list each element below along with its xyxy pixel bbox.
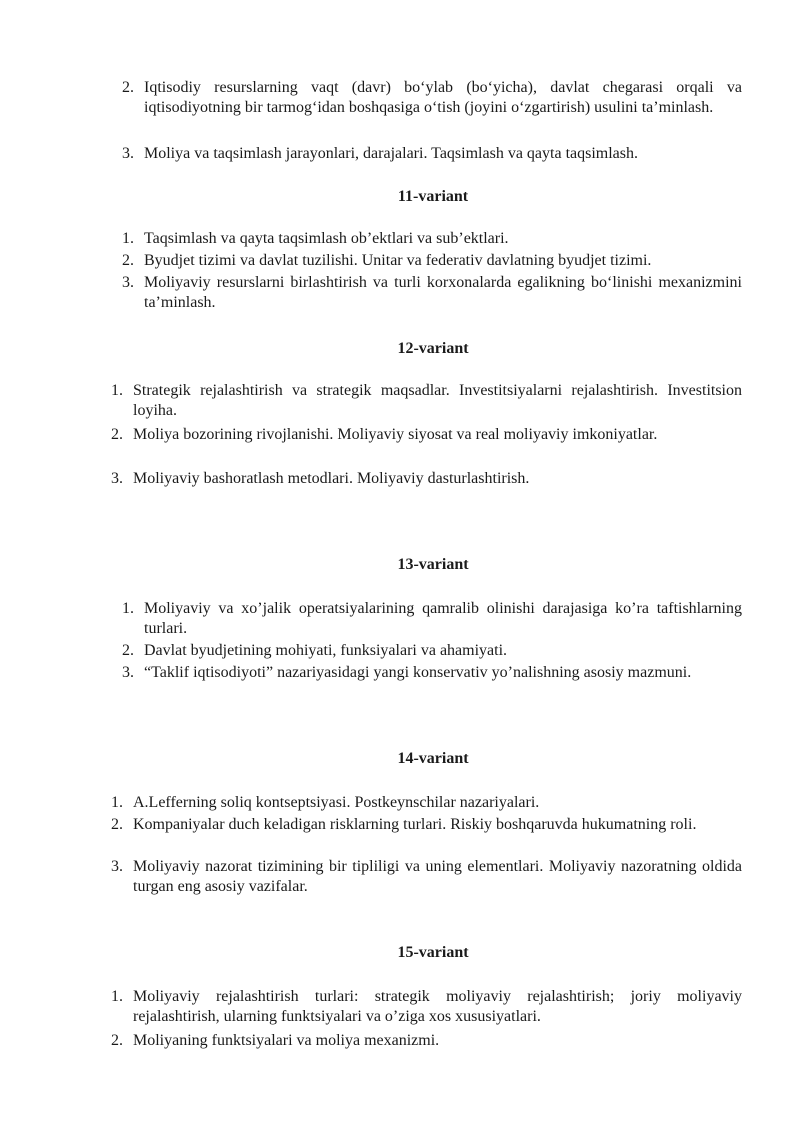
list-item-text: Byudjet tizimi va davlat tuzilishi. Unitar va federativ davlatning byudjet tizimi. (144, 252, 652, 269)
section-title: 13-variant (397, 556, 469, 573)
list-item (122, 251, 742, 271)
list-item (122, 144, 742, 164)
list-item-number: 3. (111, 470, 123, 487)
list-item (111, 987, 742, 1027)
list-item (122, 599, 742, 639)
list-item-text: Moliyaviy nazorat tizimining bir tipliligi va uning elementlari. Moliyaviy nazoratning oldida turgan eng asosiy vazifalar. (133, 858, 742, 895)
list-item-number: 2. (111, 1032, 123, 1049)
list-item (111, 857, 742, 897)
list-item-number: 2. (122, 642, 134, 659)
list-item-text: A.Lefferning soliq kontseptsiyasi. Postkeynschilar nazariyalari. (133, 794, 540, 811)
list-item-text: Moliya bozorining rivojlanishi. Moliyaviy siyosat va real moliyaviy imkoniyatlar. (133, 426, 658, 443)
list-item (122, 229, 742, 249)
section-title: 14-variant (397, 750, 469, 767)
list-item-number: 1. (111, 988, 123, 1005)
list-item (122, 663, 742, 683)
section-title: 15-variant (397, 944, 469, 961)
list-item-text: Kompaniyalar duch keladigan risklarning turlari. Riskiy boshqaruvda hukumatning roli. (133, 816, 697, 833)
list-item (111, 793, 742, 813)
list-item (111, 381, 742, 421)
list-item-text: Iqtisodiy resurslarning vaqt (davr) bo‘ylab (bo‘yicha), davlat chegarasi orqali va iqtisodiyotning bir tarmog‘idan boshqasiga o‘tish (joyini o‘zgartirish) usulini ta’minlash. (144, 79, 742, 116)
list-item-text: Davlat byudjetining mohiyati, funksiyalari va ahamiyati. (144, 642, 508, 659)
list-item (111, 425, 742, 445)
list-item-number: 1. (111, 382, 123, 399)
list-item-text: Moliyaviy resurslarni birlashtirish va turli korxonalarda egalikning bo‘linishi mexanizmini ta’minlash. (144, 274, 742, 311)
list-item-number: 2. (122, 252, 134, 269)
list-item-text: Taqsimlash va qayta taqsimlash ob’ektlari va sub’ektlari. (144, 230, 509, 247)
list-item-text: Moliyaning funktsiyalari va moliya mexanizmi. (133, 1032, 440, 1049)
list-item-number: 1. (122, 230, 134, 247)
list-item-number: 1. (122, 600, 134, 617)
list-item (122, 78, 742, 118)
list-item-number: 3. (122, 664, 134, 681)
section-title: 11-variant (397, 188, 469, 205)
list-item-number: 3. (122, 145, 134, 162)
list-item-text: Strategik rejalashtirish va strategik maqsadlar. Investitsiyalarni rejalashtirish. Investitsion loyiha. (133, 382, 742, 419)
list-item-number: 3. (111, 858, 123, 875)
list-item-number: 2. (111, 816, 123, 833)
section-title: 12-variant (397, 340, 469, 357)
list-item (122, 273, 742, 313)
list-item (111, 1031, 742, 1051)
list-item-number: 3. (122, 274, 134, 291)
list-item (122, 641, 742, 661)
list-item-number: 1. (111, 794, 123, 811)
list-item-number: 2. (122, 79, 134, 96)
list-item (111, 469, 742, 489)
list-item-text: “Taklif iqtisodiyoti” nazariyasidagi yangi konservativ yo’nalishning asosiy mazmuni. (144, 664, 692, 681)
list-item-text: Moliyaviy bashoratlash metodlari. Moliyaviy dasturlashtirish. (133, 470, 530, 487)
list-item-text: Moliya va taqsimlash jarayonlari, darajalari. Taqsimlash va qayta taqsimlash. (144, 145, 638, 162)
list-item (111, 815, 742, 835)
list-item-number: 2. (111, 426, 123, 443)
list-item-text: Moliyaviy rejalashtirish turlari: strategik moliyaviy rejalashtirish; joriy moliyaviy rejalashtirish, ularning funktsiyalari va o’ziga xos xususiyatlari. (133, 988, 742, 1025)
list-item-text: Moliyaviy va xo’jalik operatsiyalarining qamralib olinishi darajasiga ko’ra taftishlarning turlari. (144, 600, 742, 637)
